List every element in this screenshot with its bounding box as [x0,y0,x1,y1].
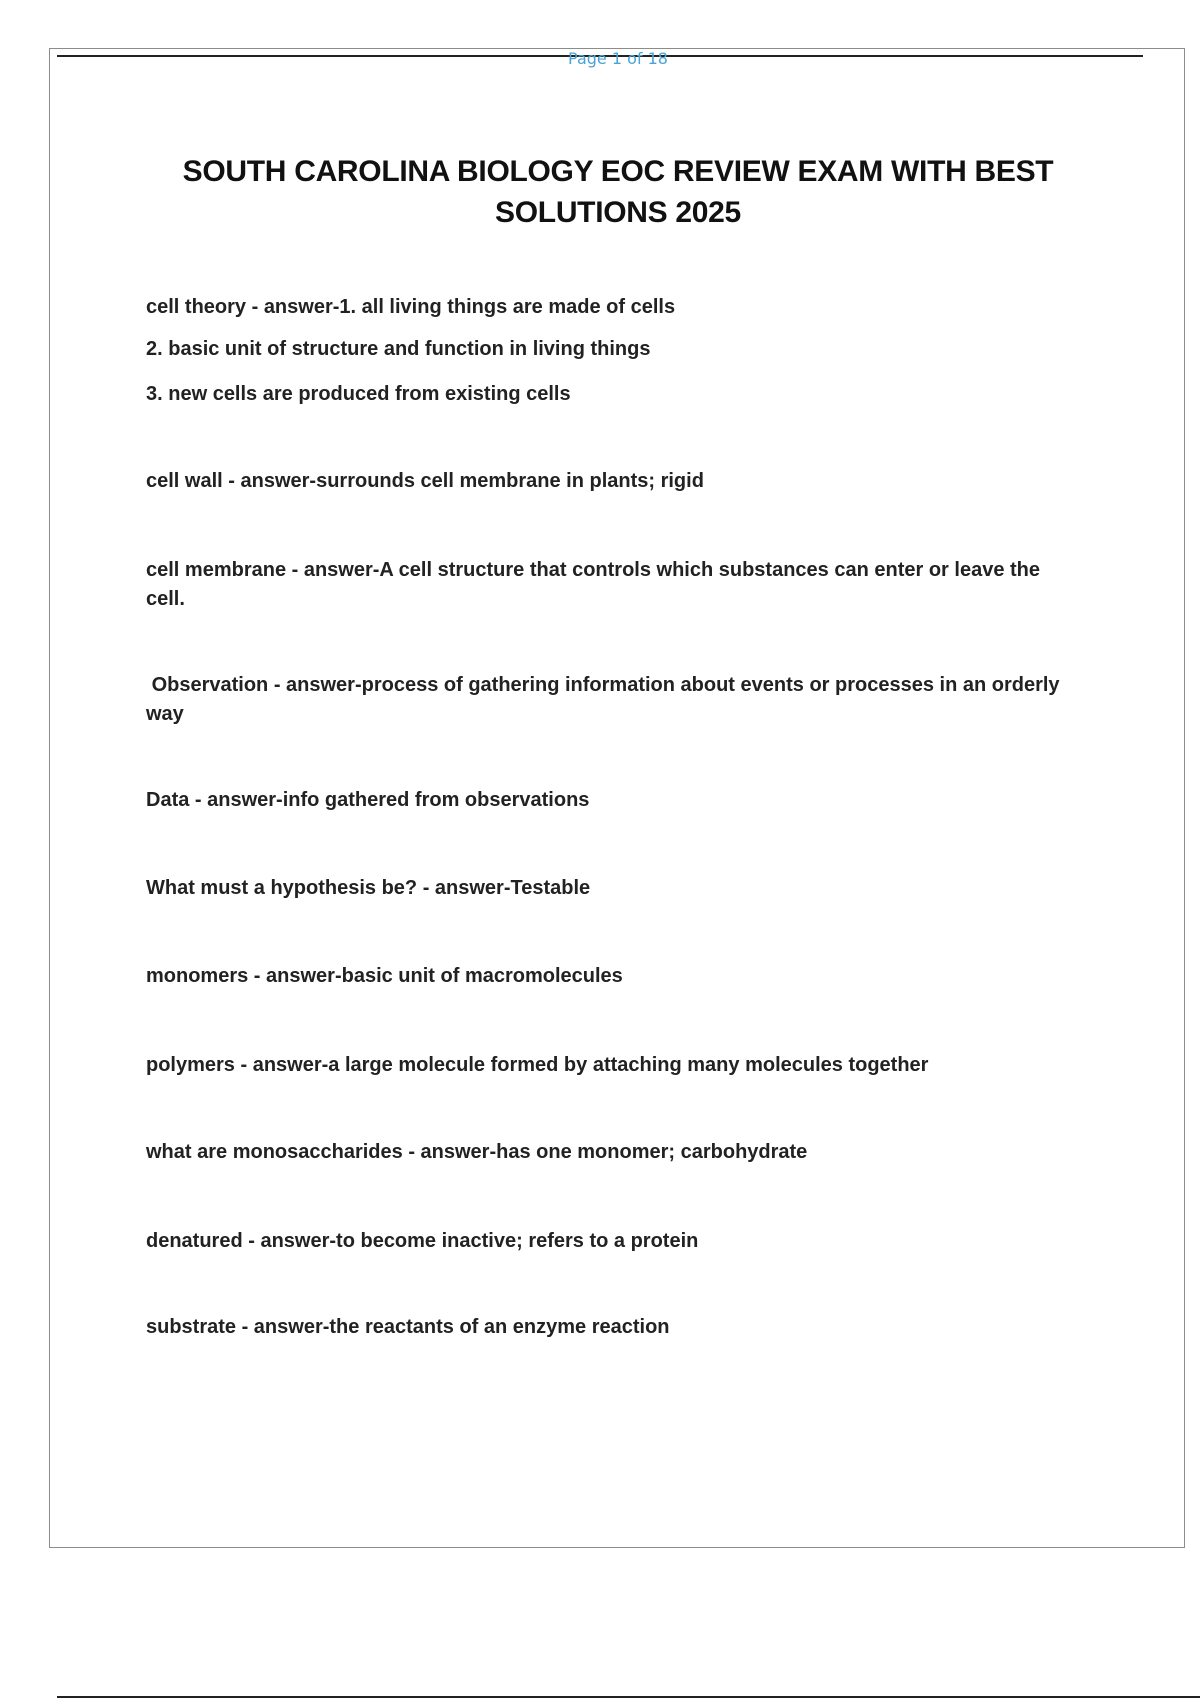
next-page-top-rule [57,1696,1200,1698]
qa-entry-observation: Observation - answer-process of gathering information about events or processes in an orderly way [146,674,1066,725]
qa-entry-monosaccharides: what are monosaccharides - answer-has one monomer; carbohydrate [146,1141,808,1163]
document-title: SOUTH CAROLINA BIOLOGY EOC REVIEW EXAM WITH BEST SOLUTIONS 2025 [182,155,1054,229]
qa-entry-cell-theory-point-2: 2. basic unit of structure and function in living things [146,338,651,360]
qa-entry-denatured: denatured - answer-to become inactive; refers to a protein [146,1230,699,1252]
qa-entry-cell-theory-point-3: 3. new cells are produced from existing cells [146,383,571,405]
page-number: Page 1 of 18 [568,49,668,68]
qa-entry-data: Data - answer-info gathered from observations [146,789,590,811]
qa-entry-hypothesis: What must a hypothesis be? - answer-Testable [146,877,591,899]
qa-entry-polymers: polymers - answer-a large molecule formed by attaching many molecules together [146,1054,929,1076]
qa-entry-cell-wall: cell wall - answer-surrounds cell membrane in plants; rigid [146,470,704,492]
qa-entry-substrate: substrate - answer-the reactants of an enzyme reaction [146,1316,670,1338]
qa-entry-cell-membrane: cell membrane - answer-A cell structure that controls which substances can enter or leave the cell. [146,559,1040,610]
qa-entry-monomers: monomers - answer-basic unit of macromolecules [146,965,623,987]
qa-entry-cell-theory: cell theory - answer-1. all living things are made of cells [146,296,676,318]
